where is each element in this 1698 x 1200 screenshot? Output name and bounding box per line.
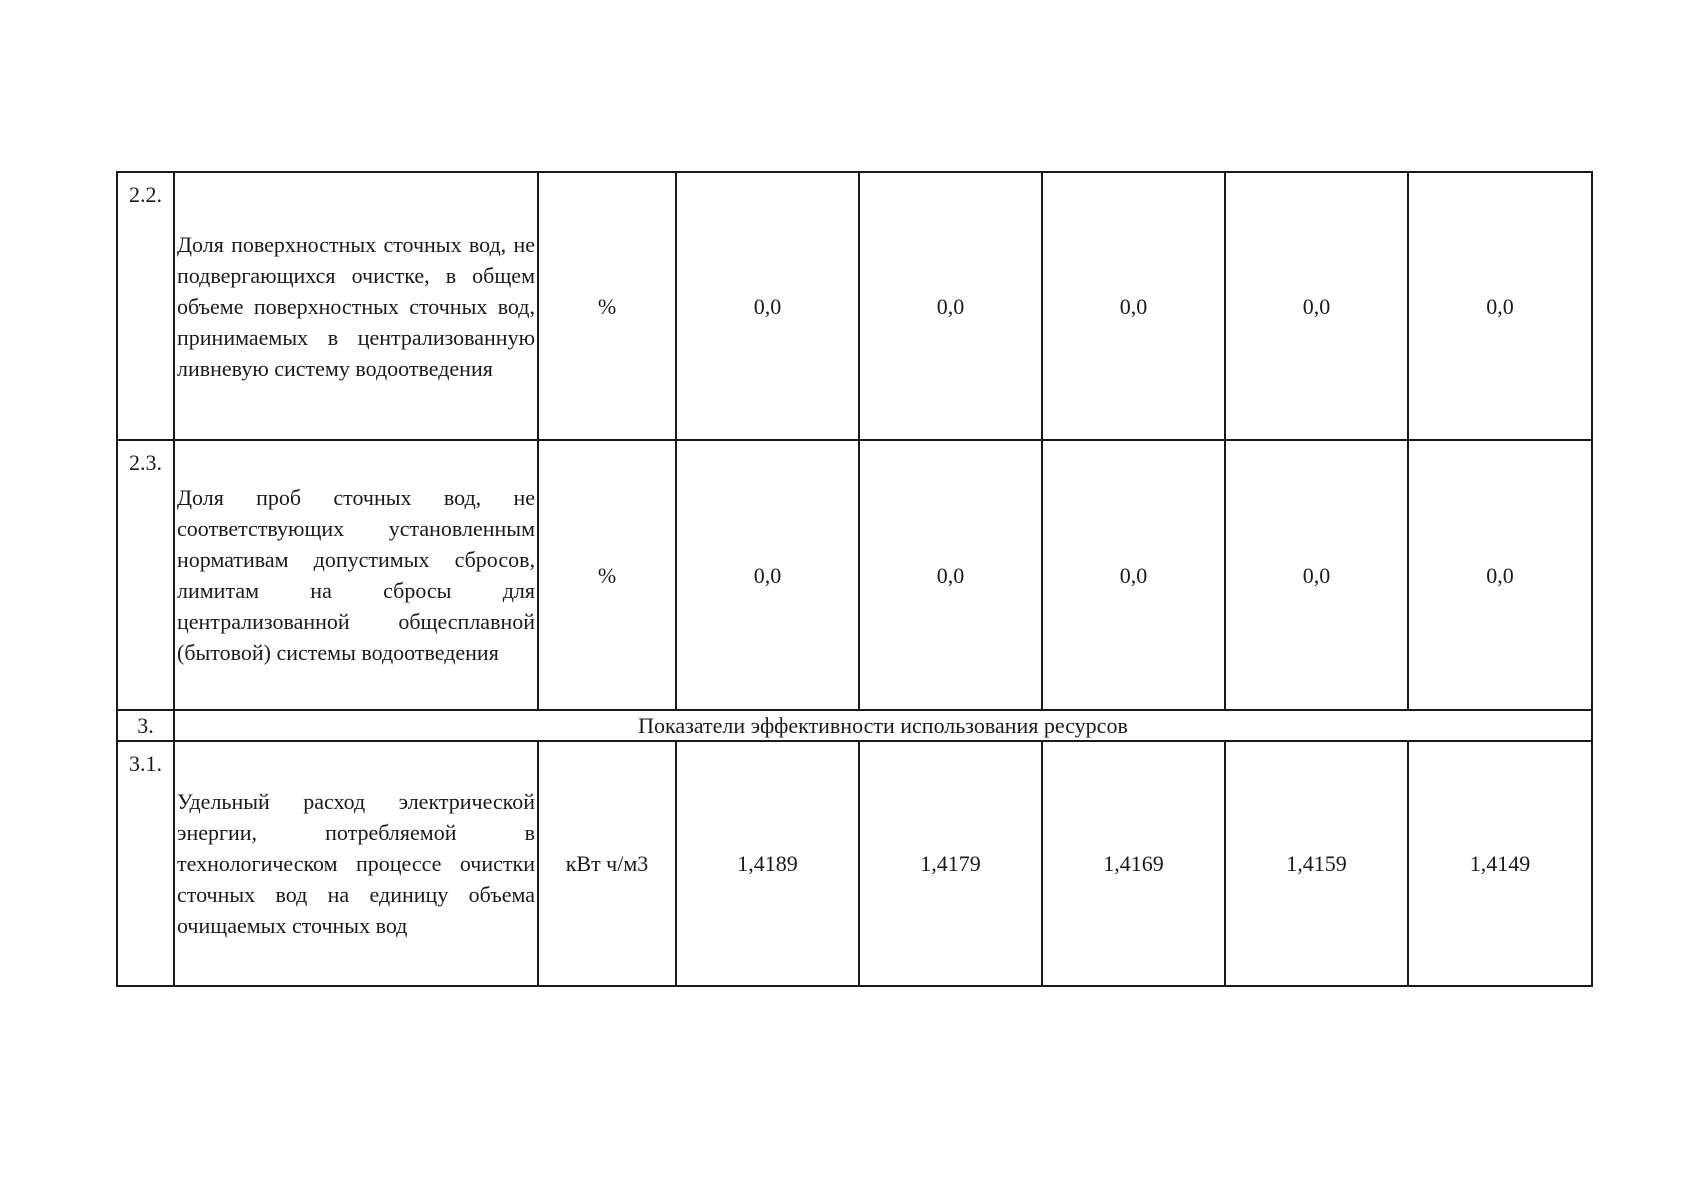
unit-cell: %	[538, 172, 676, 440]
table-row-3-1	[117, 741, 1592, 986]
value-cell: 0,0	[859, 440, 1042, 710]
value-cell: 0,0	[676, 440, 859, 710]
row-number: 3.1.	[117, 741, 174, 986]
section-number: 3.	[117, 710, 174, 741]
indicator-name: Удельный расход электрической энергии, потребляемой в технологическом процессе очистки сточных вод на единицу объема очищаемых сточных вод	[174, 741, 538, 986]
value-cell: 0,0	[1225, 440, 1408, 710]
value-cell: 0,0	[676, 172, 859, 440]
table-row-2-3	[117, 440, 1592, 710]
value-cell: 0,0	[1408, 440, 1592, 710]
value-cell: 0,0	[1042, 440, 1225, 710]
indicator-name: Доля проб сточных вод, не соответствующих установленным нормативам допустимых сбросов, лимитам на сбросы для централизованной общесплавной (бытовой) системы водоотведения	[174, 440, 538, 710]
unit-cell: %	[538, 440, 676, 710]
section-title: Показатели эффективности использования ресурсов	[174, 710, 1592, 741]
value-cell: 1,4159	[1225, 741, 1408, 986]
value-cell: 0,0	[1225, 172, 1408, 440]
indicators-table	[116, 171, 1593, 987]
value-cell: 1,4179	[859, 741, 1042, 986]
row-number: 2.3.	[117, 440, 174, 710]
value-cell: 0,0	[1408, 172, 1592, 440]
value-cell: 1,4149	[1408, 741, 1592, 986]
value-cell: 1,4169	[1042, 741, 1225, 986]
row-number: 2.2.	[117, 172, 174, 440]
section-header-row	[117, 710, 1592, 741]
value-cell: 1,4189	[676, 741, 859, 986]
indicator-name: Доля поверхностных сточных вод, не подвергающихся очистке, в общем объеме поверхностных сточных вод, принимаемых в централизованную ливневую систему водоотведения	[174, 172, 538, 440]
value-cell: 0,0	[859, 172, 1042, 440]
unit-cell: кВт ч/м3	[538, 741, 676, 986]
table-row-2-2	[117, 172, 1592, 440]
value-cell: 0,0	[1042, 172, 1225, 440]
